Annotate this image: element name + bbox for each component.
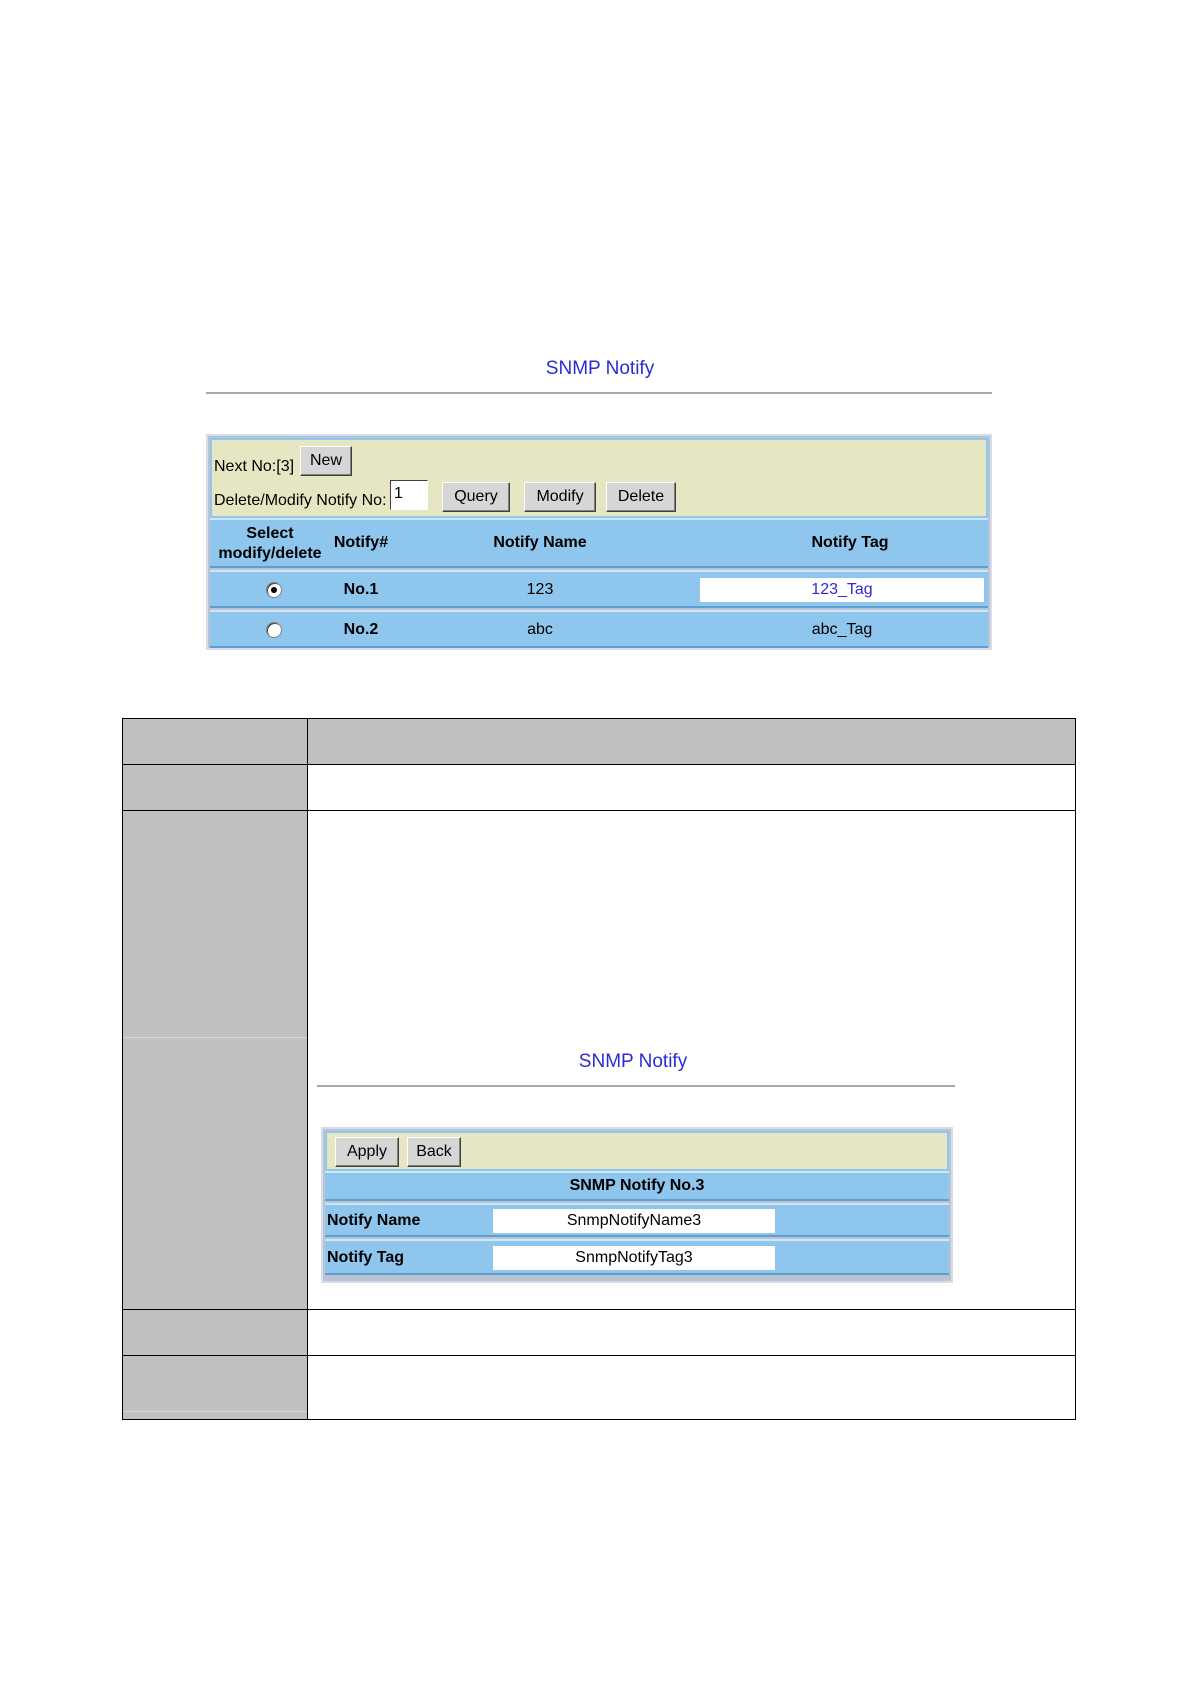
- header-row-bg: [308, 719, 1075, 764]
- toolbar: [210, 438, 988, 518]
- row-divider: [123, 1355, 1075, 1356]
- page-title: SNMP Notify: [545, 358, 655, 379]
- notify-form-panel: [321, 1127, 953, 1283]
- row-number: No.2: [343, 621, 379, 638]
- column-divider: [307, 719, 308, 1419]
- notify-tag-label: Notify Tag: [327, 1249, 405, 1266]
- query-button[interactable]: Query: [442, 482, 510, 512]
- form-title: SNMP Notify No.3: [569, 1177, 705, 1194]
- header-select: [210, 524, 330, 564]
- header-select-line2: modify/delete: [218, 545, 322, 562]
- inner-title-divider: [317, 1085, 955, 1087]
- delete-modify-label: Delete/Modify Notify No:: [214, 492, 387, 509]
- notify-name-label: Notify Name: [327, 1212, 421, 1229]
- next-no-label: Next No:[3]: [214, 458, 295, 475]
- row-divider: [123, 1309, 1075, 1310]
- header-notify-num: Notify#: [333, 534, 389, 551]
- row-divider: [123, 810, 1075, 811]
- row-number: No.1: [343, 581, 379, 598]
- inner-title: SNMP Notify: [578, 1051, 688, 1072]
- apply-button[interactable]: Apply: [335, 1137, 399, 1167]
- form-row: [325, 1203, 949, 1237]
- delete-button[interactable]: Delete: [606, 482, 676, 512]
- row-tag-link[interactable]: 123_Tag: [700, 578, 984, 602]
- form-toolbar: [325, 1131, 949, 1171]
- notify-no-input[interactable]: 1: [390, 480, 428, 510]
- title-divider: [206, 392, 992, 394]
- label-column: [123, 719, 307, 1419]
- label-cell-separator: [123, 1037, 307, 1038]
- row-radio-1[interactable]: [266, 582, 282, 598]
- table-row: [210, 570, 988, 608]
- notify-name-input[interactable]: SnmpNotifyName3: [493, 1209, 775, 1233]
- radio-dot: [271, 587, 277, 593]
- description-table: [122, 718, 1076, 1420]
- notify-list-panel: [206, 434, 992, 650]
- label-cell-separator: [123, 1411, 307, 1412]
- form-row: [325, 1239, 949, 1275]
- header-select-line1: Select: [246, 525, 294, 542]
- form-title-row: [325, 1171, 949, 1201]
- row-tag: abc_Tag: [811, 621, 873, 638]
- new-button[interactable]: New: [300, 446, 352, 476]
- header-row: [210, 518, 988, 568]
- header-notify-name: Notify Name: [493, 534, 587, 551]
- row-divider: [123, 764, 1075, 765]
- back-button[interactable]: Back: [407, 1137, 461, 1167]
- row-radio-2[interactable]: [266, 622, 282, 638]
- notify-tag-input[interactable]: SnmpNotifyTag3: [493, 1246, 775, 1270]
- modify-button[interactable]: Modify: [524, 482, 596, 512]
- header-notify-tag: Notify Tag: [811, 534, 889, 551]
- table-row: [210, 610, 988, 648]
- row-name: 123: [526, 581, 554, 598]
- row-name: abc: [527, 621, 553, 638]
